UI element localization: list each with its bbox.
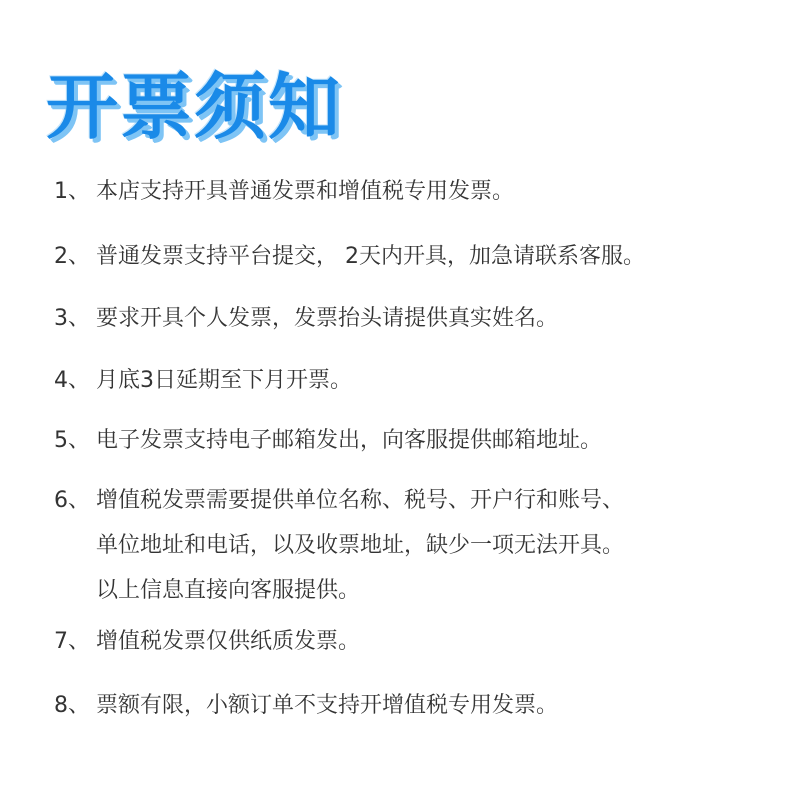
notice-item	[54, 628, 360, 656]
notice-number: 8、	[54, 693, 90, 718]
notice-text	[96, 367, 352, 395]
notice-line: 增值税发票需要提供单位名称、税号、开户行和账号、	[96, 488, 625, 513]
notice-number: 5、	[54, 428, 90, 453]
notice-line: 票额有限，小额订单不支持开增值税专用发票。	[96, 693, 559, 718]
notice-number: 1、	[54, 179, 90, 204]
notice-item	[54, 178, 514, 206]
notice-item	[54, 305, 558, 333]
notice-line: 要求开具个人发票，发票抬头请提供真实姓名。	[96, 306, 559, 331]
notice-line: 以上信息直接向客服提供。	[96, 578, 361, 603]
notice-text	[96, 487, 624, 605]
notice-line: 月底3日延期至下月开票。	[96, 368, 352, 393]
notice-item	[54, 243, 645, 271]
notice-line: 单位地址和电话，以及收票地址，缺少一项无法开具。	[96, 533, 625, 558]
notice-text	[96, 305, 558, 333]
notice-number: 3、	[54, 306, 90, 331]
notice-text	[96, 692, 558, 720]
notice-text	[96, 178, 514, 206]
page-title: 开票须知	[46, 65, 343, 149]
notice-item	[54, 367, 352, 395]
notice-number: 6、	[54, 488, 90, 513]
notice-line: 普通发票支持平台提交， 2天内开具，加急请联系客服。	[96, 244, 645, 269]
notice-text	[96, 628, 360, 656]
notice-item	[54, 692, 558, 720]
notice-line: 增值税发票仅供纸质发票。	[96, 629, 361, 654]
notice-text	[96, 243, 645, 271]
notice-line: 本店支持开具普通发票和增值税专用发票。	[96, 179, 515, 204]
notice-item	[54, 487, 624, 605]
notice-line: 电子发票支持电子邮箱发出，向客服提供邮箱地址。	[96, 428, 603, 453]
notice-item	[54, 427, 602, 455]
notice-number: 2、	[54, 244, 90, 269]
notice-text	[96, 427, 602, 455]
notice-number: 4、	[54, 368, 90, 393]
notice-number: 7、	[54, 629, 90, 654]
